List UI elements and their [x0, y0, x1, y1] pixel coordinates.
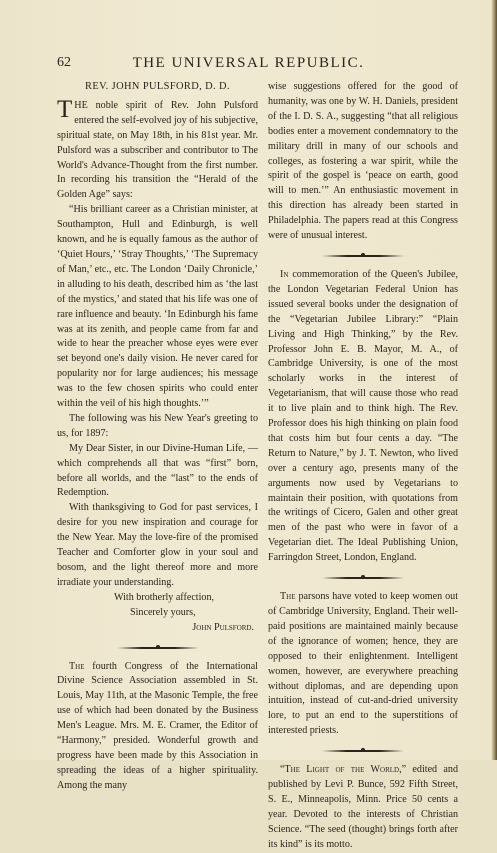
congress-paragraph-continued: wise suggestions offered for the good of humanity, was one by W. H. Daniels, president of the I. D. S. A., suggesting “that all religious bodies enter a movement condemnatory to the military drill in many of our schools and colleges, as fostering a war spirit, while the spirit of the gospel is ‘peace on earth, good will to men.’” An enthusiastic movement in this direction has already been started in Philadelphia. The papers read at this Congress were of unusual interest.: [268, 81, 458, 242]
section-divider: [268, 250, 458, 262]
section-divider: [268, 572, 458, 584]
section-divider: [57, 642, 258, 654]
article-paragraph-2: “His brilliant career as a Christian minister, at Southampton, Hull and Edinburgh, is well known, and he is equally famous as the author of ‘Quiet Hours,’ ‘Stray Thoughts,’ ‘The Supremacy of Man,’ etc., etc. The London ‘Daily Chronicle,’ in alluding to his death, described him as ‘the last of the mystics,’ and stated that his life was one of rare influence and beauty. ‘In Edinburgh his fame was at its zenith, and people came from far and wide to hear the preacher whose eyes were ever set beyond one's daily vision. He never cared for popularity nor for large audiences; his message was to the few chosen spirits who could enter within the veil of his high thoughts.’”: [57, 204, 258, 410]
jubilee-paragraph: In commemoration of the Queen's Jubilee, the London Vegetarian Federal Union has issued several books under the designation of the “Vegetarian Jubilee Library:” “Plain Living and High Thinking,” by the Rev. Professor John E. B. Mayor, M. A., of Cambridge University, is one of the most scholarly works in the interest of Vegetarianism, that will cause those who read it to live plain and to think high. The Rev. Professor does his high thinking on plain food that costs him but four cents a day. “The Return to Nature,” by J. T. Newton, who lived over a century ago, presents many of the arguments now used by Vegetarians to maintain their position, with quotations from the writings of Cicero, Galen and other great men of the past who were in favor of a Vegetarian diet. The Ideal Publishing Union, Farringdon Street, London, England.: [268, 268, 458, 564]
page-header: [0, 55, 497, 75]
letter-valediction: Sincerely yours,: [130, 606, 196, 618]
right-column: [268, 80, 458, 853]
drop-cap: T: [57, 95, 73, 123]
page-edge-shadow: [491, 0, 497, 760]
light-of-world-paragraph: “The Light of the World,” edited and published by Levi P. Bunce, 592 Fifth Street, S. E., Minneapolis, Minn. Price 50 cents a year. Devoted to the interests of Christian Science. “The seed (thought) brings forth after its kind” is its motto.: [268, 764, 458, 850]
letter-closing: With brotherly affection,: [114, 591, 215, 603]
article-paragraph-1: THE noble spirit of Rev. John Pulsford entered the self-evolved joy of his subjective, spiritual state, on May 18th, in his 81st year. Mr. Pulsford was a subscriber and contributor to The World's Advance-Thought from the first number. In recording his transition the “Herald of the Golden Age” says:: [57, 95, 258, 201]
letter-paragraph-2: With thanksgiving to God for past services, I desire for you new inspiration and courage for the New Year. May the love-fire of the promised Teacher and Comforter glow in your soul and bosom, and the light thereof more and more irradiate your understanding.: [57, 502, 258, 588]
section-divider: [268, 745, 458, 757]
left-column: [57, 80, 258, 794]
congress-paragraph: The fourth Congress of the International Divine Science Association assembled in St. Louis, May 11th, at the Masonic Temple, the free use of which had been donated by the Business Men's League. Mrs. M. E. Cramer, the Editor of “Harmony,” presided. Wonderful growth and progress have been made by this Association in spreading the ideas of a higher spirituality. Among the many: [57, 660, 258, 791]
letter-signature: John Pulsford.: [192, 621, 254, 633]
letter-paragraph-1: My Dear Sister, in our Divine-Human Life, —which comprehends all that was “first” born, before all worlds, and the “last” to the ends of Redemption.: [57, 442, 258, 499]
article-title: REV. JOHN PULSFORD, D. D.: [85, 81, 230, 92]
cambridge-paragraph: The parsons have voted to keep women out of Cambridge University, England. Their well-paid positions are maintained mainly because of the ignorance of women; hence, they are opposed to their enlightenment. Intelligent women, however, are everywhere preaching without diplomas, and are depending upon intuition, instead of cut-and-dried university lore, to put an end to the superstitions of interested priests.: [268, 591, 458, 737]
page-number: 62: [57, 55, 71, 70]
article-paragraph-3: The following was his New Year's greeting to us, for 1897:: [57, 412, 258, 439]
running-title: THE UNIVERSAL REPUBLIC.: [132, 55, 365, 71]
